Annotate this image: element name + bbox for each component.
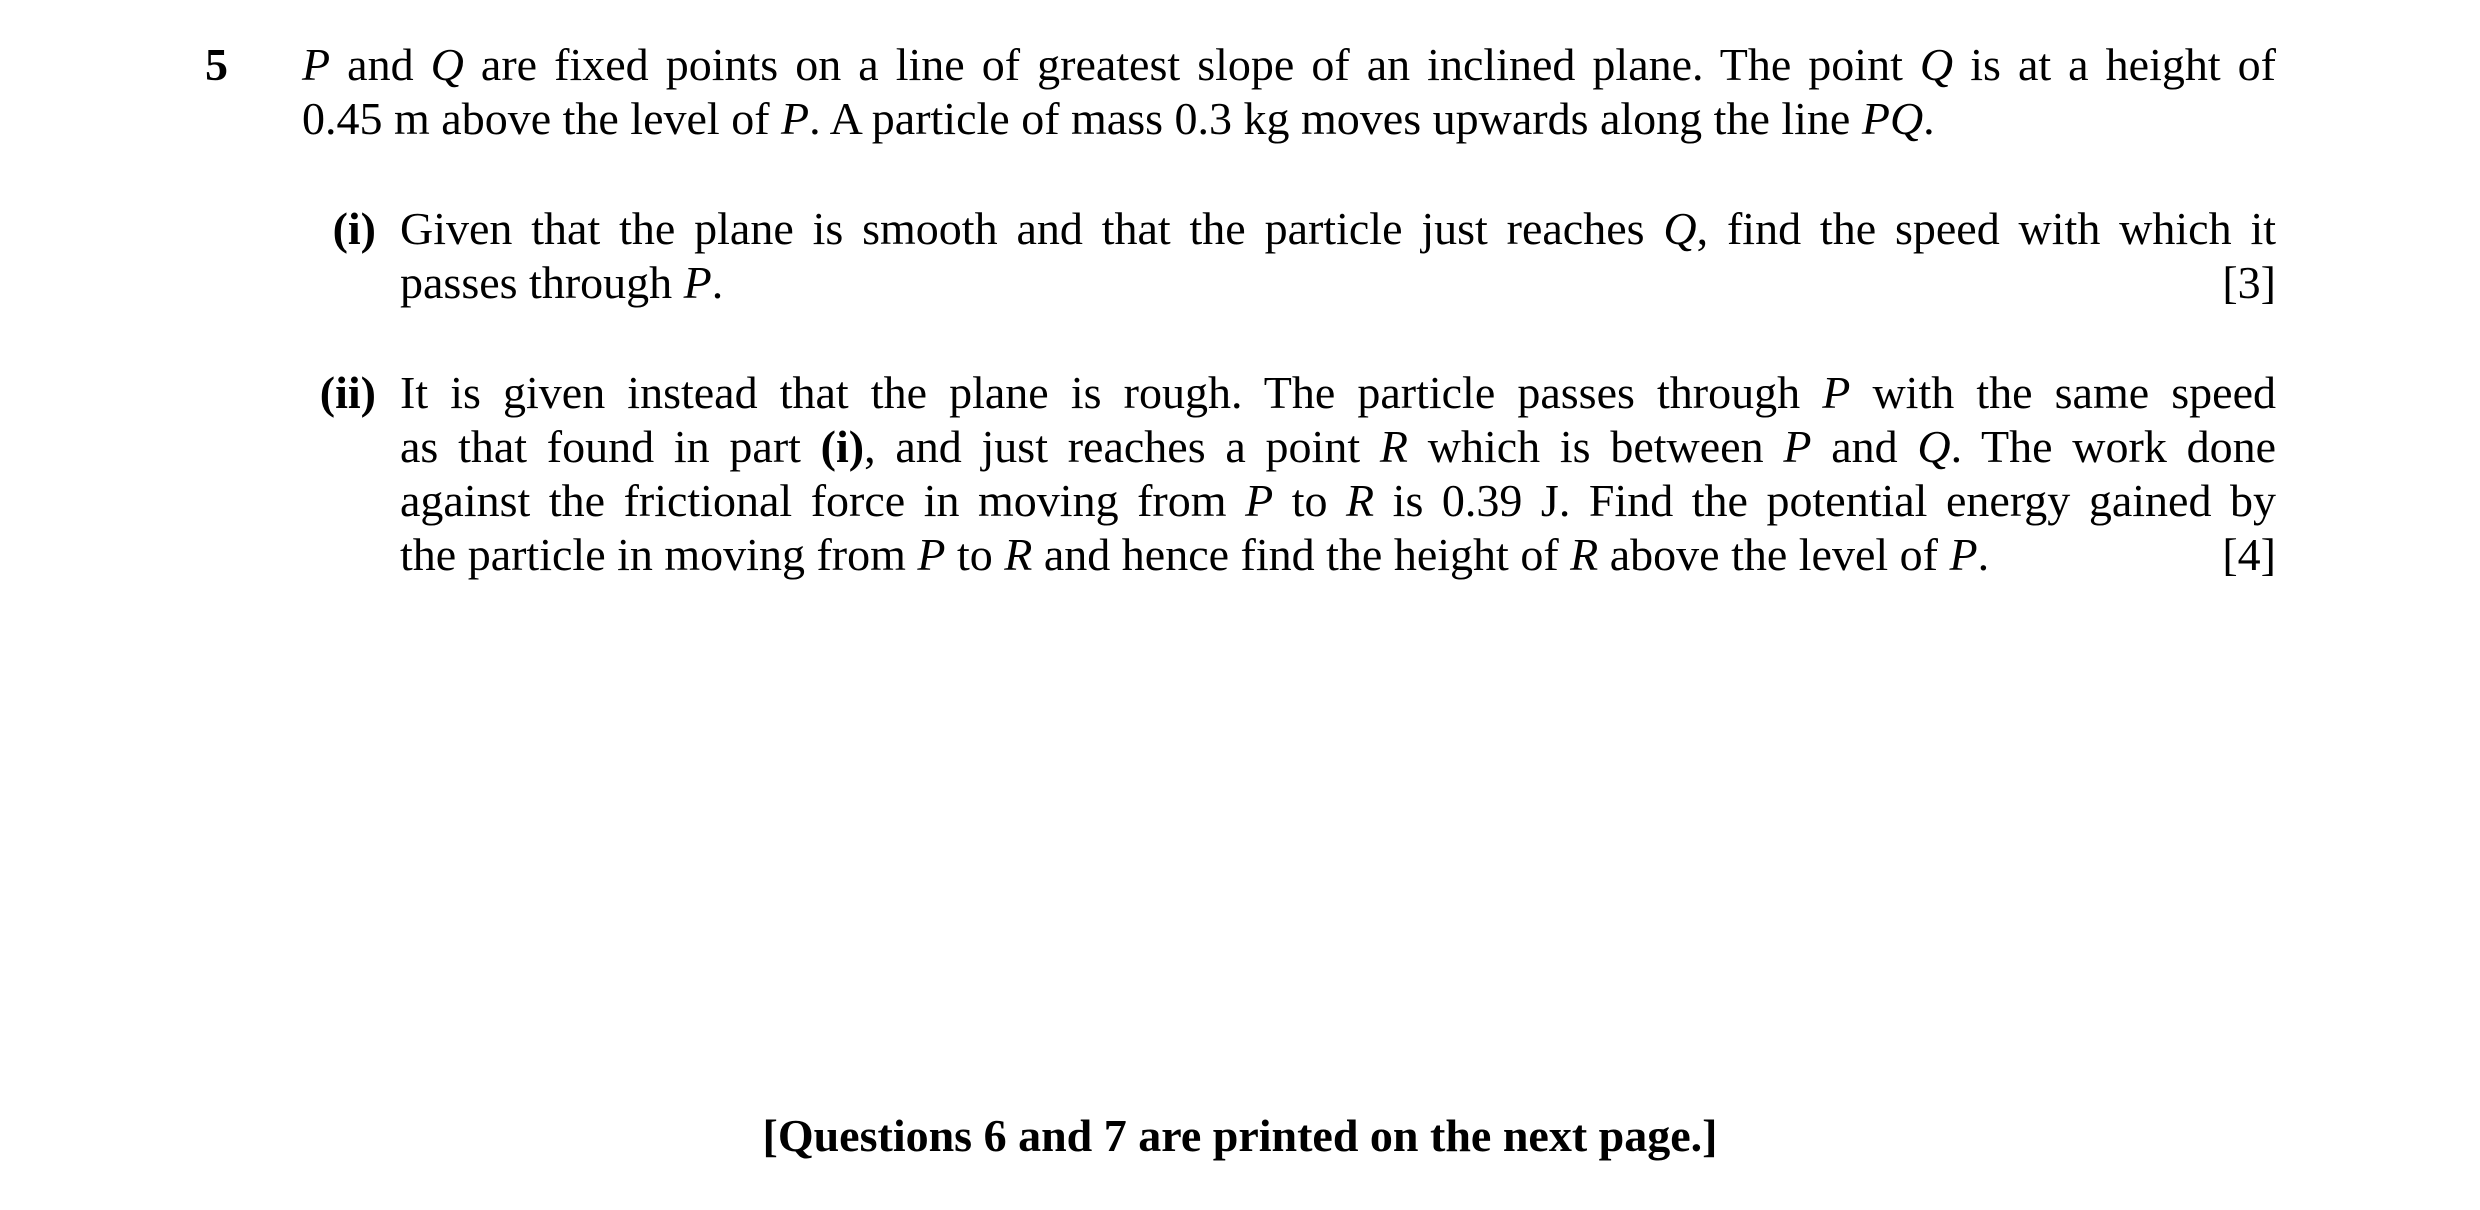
part-ii-line-3 [400,474,2276,528]
math-var: P [1783,421,1812,472]
part-ii-line-4 [400,528,2276,582]
part-label-i: (i) [332,203,376,254]
text-run: . [711,257,724,308]
text-run: with the same speed [1850,367,2276,418]
text-run: to [945,529,1005,580]
text-run: and [1811,421,1918,472]
math-var: P [1245,475,1274,526]
math-var: P [683,257,712,308]
text-run: and hence find the height of [1032,529,1571,580]
text-run: the particle in moving from [400,529,918,580]
math-var: P [1822,367,1851,418]
page-footer-note: [Questions 6 and 7 are printed on the next page.] [762,1110,1718,1161]
text-run: is at a height of [1953,39,2276,90]
marks-badge: [3] [2222,257,2276,308]
text-run: . [1977,529,1990,580]
text-run: as that found in part [400,421,821,472]
math-var: Q [1917,421,1951,472]
text-run: , and just reaches a point [864,421,1380,472]
text-run: . A particle of mass 0.3 kg moves upwards along the line [809,93,1862,144]
math-var: R [1346,475,1375,526]
math-var: P [917,529,946,580]
math-var: Q [430,39,464,90]
part-i [400,202,2276,310]
text-run: . The work done [1950,421,2276,472]
math-var: R [1570,529,1599,580]
math-var: Q [1663,203,1697,254]
math-var: P [781,93,810,144]
text-run: . [1923,93,1935,144]
question-stem [302,38,2276,146]
text-run: above the level of [1598,529,1950,580]
stem-line-2 [302,92,2276,146]
text-run: is 0.39 J. Find the potential energy gained by [1374,475,2276,526]
math-var: PQ [1861,93,1924,144]
part-ii-line-2 [400,420,2276,474]
text-run: , find the speed with which it [1696,203,2277,254]
stem-line-1 [302,38,2276,92]
text-run: 0.45 m above the level of [302,93,782,144]
text-run: against the frictional force in moving from [400,475,1246,526]
math-var: R [1004,529,1033,580]
text-run: to [1273,475,1347,526]
text-run: Given that the plane is smooth and that the particle just reaches [400,203,1664,254]
text-run: are fixed points on a line of greatest slope of an inclined plane. The point [463,39,1920,90]
part-reference: (i) [820,421,865,472]
text-run: and [330,39,431,90]
math-var: R [1379,421,1408,472]
marks-badge: [4] [2222,529,2276,580]
text-run: passes through [400,257,684,308]
part-i-line-2 [400,256,2276,310]
text-run: It is given instead that the plane is rough. The particle passes through [400,367,1823,418]
part-label-ii: (ii) [319,367,376,418]
part-ii-line-1 [400,366,2276,420]
math-var: Q [1919,39,1954,90]
text-run: which is between [1407,421,1784,472]
question-number: 5 [205,39,228,90]
math-var: P [302,39,331,90]
math-var: P [1949,529,1978,580]
part-i-line-1 [400,202,2276,256]
part-ii [400,366,2276,582]
